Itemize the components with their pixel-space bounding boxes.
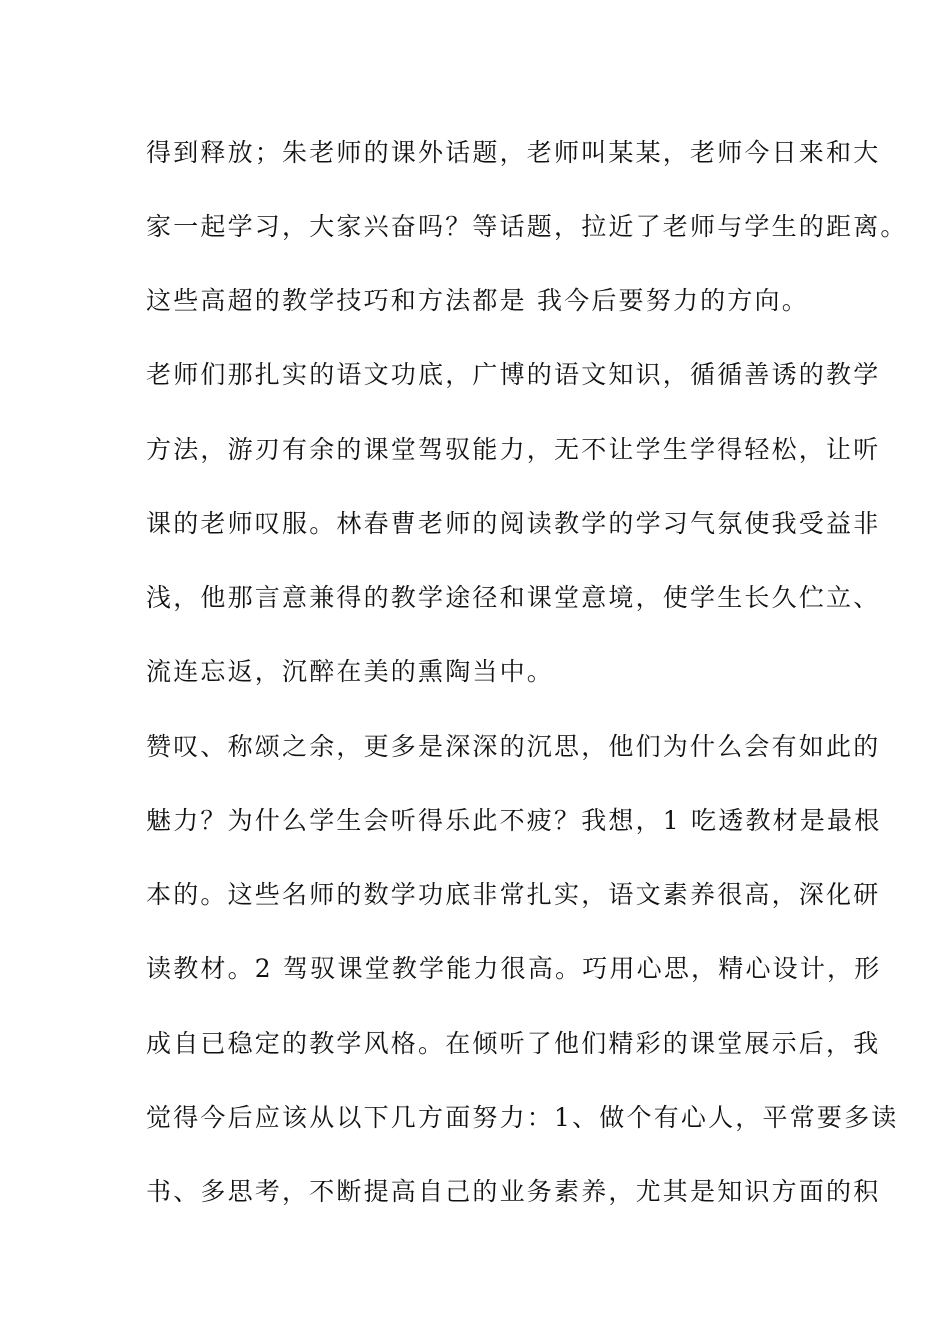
text-line: 得到释放；朱老师的课外话题，老师叫某某，老师今日来和大 (146, 138, 881, 167)
text-line: 课的老师叹服。林春曹老师的阅读教学的学习气氛使我受益非 (146, 509, 881, 538)
text-line: 觉得今后应该从以下几方面努力：1、做个有心人，平常要多读 (146, 1103, 899, 1132)
text-line: 这些高超的教学技巧和方法都是 我今后要努力的方向。 (146, 286, 809, 315)
text-line: 书、多思考，不断提高自己的业务素养，尤其是知识方面的积 (146, 1177, 881, 1206)
text-line: 本的。这些名师的数学功底非常扎实，语文素养很高，深化研 (146, 880, 881, 909)
text-line: 流连忘返，沉醉在美的熏陶当中。 (146, 657, 555, 686)
text-line: 浅，他那言意兼得的教学途径和课堂意境，使学生长久伫立、 (146, 583, 881, 612)
text-line: 成自已稳定的教学风格。在倾听了他们精彩的课堂展示后，我 (146, 1029, 881, 1058)
text-line: 家一起学习，大家兴奋吗？等话题，拉近了老师与学生的距离。 (146, 212, 908, 241)
text-line: 赞叹、称颂之余，更多是深深的沉思，他们为什么会有如此的 (146, 732, 881, 761)
text-line: 老师们那扎实的语文功底，广博的语文知识，循循善诱的教学 (146, 360, 881, 389)
text-line: 读教材。2 驾驭课堂教学能力很高。巧用心思，精心设计，形 (146, 954, 882, 983)
text-line: 魅力？为什么学生会听得乐此不疲？我想，1 吃透教材是最根 (146, 806, 882, 835)
text-line: 方法，游刃有余的课堂驾驭能力，无不让学生学得轻松，让听 (146, 435, 881, 464)
